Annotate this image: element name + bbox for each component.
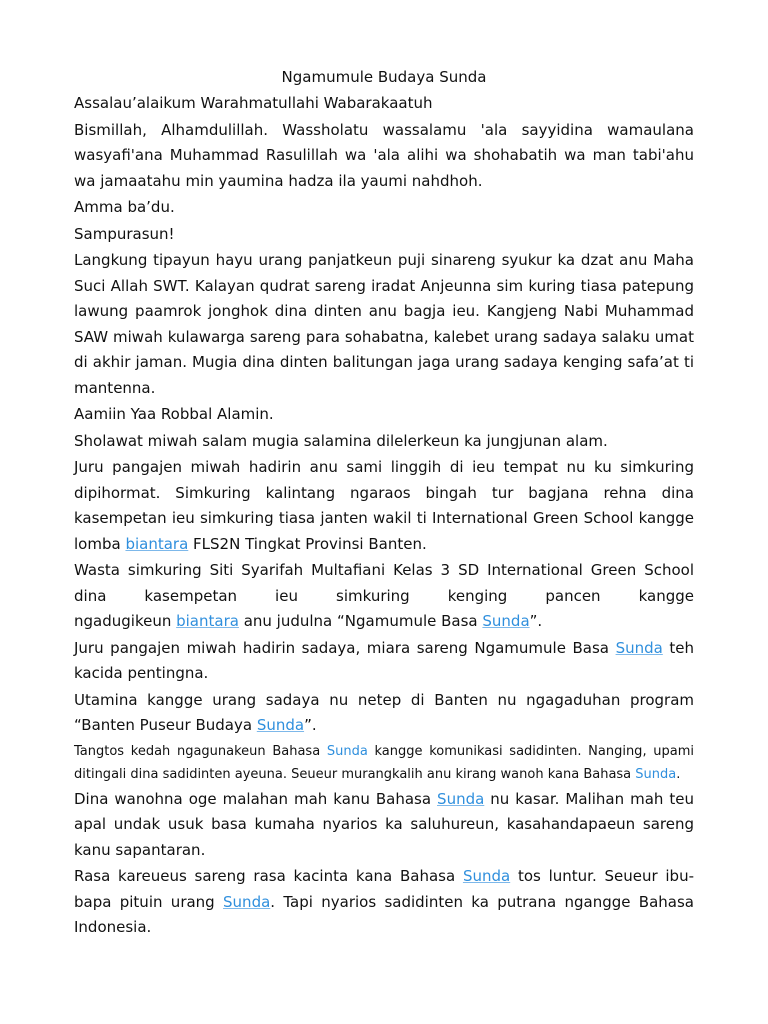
biantara-link[interactable]: biantara	[125, 534, 189, 553]
introduction-paragraph	[74, 455, 694, 557]
paragraph-text: .	[676, 766, 681, 782]
sunda-link[interactable]: Sunda	[326, 743, 368, 759]
sholawat-paragraph: Sholawat miwah salam mugia salamina dilelerkeun ka jungjunan alam.	[74, 431, 608, 450]
paragraph-text: Dina wanohna oge malahan mah kanu Bahasa	[74, 789, 438, 808]
paragraph-text: Juru pangajen miwah hadirin sadaya, miara sareng Ngamumule Basa	[74, 638, 616, 657]
paragraph-text: nu kasar. Malihan mah teu apal undak usuk basa kumaha nyarios ka saluhureun, kasahandapaeun sareng kanu sapantaran.	[74, 789, 694, 859]
gratitude-paragraph: Langkung tipayun hayu urang panjatkeun puji sinareng syukur ka dzat anu Maha Suci Allah SWT. Kalayan qudrat sareng iradat Anjeunna sim kuring tiasa patepung lawung paamrok jonghok dina dinten anu bagja ieu. Kangjeng Nabi Muhammad SAW miwah kulawarga sareng para sohabatna, kalebet urang sadaya salaku umat di akhir jaman. Mugia dina dinten balitungan jaga urang sadaya kenging safa’at ti mantenna.	[74, 251, 694, 397]
amma-badu-paragraph: Amma ba’du.	[74, 198, 175, 216]
paragraph-text: ”.	[529, 612, 543, 630]
paragraph-text: teh kacida pentingna.	[74, 638, 694, 682]
paragraph-text: anu judulna “Ngamumule Basa	[238, 612, 483, 630]
banten-program-paragraph	[74, 688, 694, 739]
paragraph-text: kangge komunikasi sadidinten. Nanging, upami ditingali dina sadidinten ayeuna. Seueur murangkalih anu kirang wanoh kana Bahasa	[74, 743, 694, 782]
paragraph-text: Juru pangajen miwah hadirin anu sami linggih di ieu tempat nu ku simkuring dipihormat. Simkuring kalintang ngaraos bingah tur bagjana rehna dina kasempetan ieu simkuring tiasa janten wakil ti International Green School kangge lomba	[74, 458, 694, 553]
aamiin-paragraph: Aamiin Yaa Robbal Alamin.	[74, 405, 274, 423]
coarse-language-paragraph	[74, 787, 694, 864]
daily-language-paragraph	[74, 740, 694, 786]
paragraph-text: Utamina kangge urang sadaya nu netep di Banten nu ngagaduhan program “Banten Puseur Budaya	[74, 690, 694, 734]
paragraph-text: Wasta simkuring Siti Syarifah Multafiani Kelas 3 SD International Green School dina kasempetan ieu simkuring kenging pancen kangge	[74, 561, 694, 605]
greeting-paragraph: Assalau’alaikum Warahmatullahi Wabarakaatuh	[74, 94, 433, 112]
biantara-link[interactable]: biantara	[176, 612, 239, 630]
paragraph-text: Tangtos kedah ngagunakeun Bahasa	[74, 743, 327, 759]
paragraph-text: ”.	[304, 716, 317, 734]
paragraph-text: tos luntur. Seueur ibu-bapa pituin urang	[74, 867, 694, 911]
pride-paragraph	[74, 864, 694, 941]
sunda-link[interactable]: Sunda	[635, 766, 677, 782]
opening-prayer-paragraph: Bismillah, Alhamdulillah. Wassholatu wassalamu 'ala sayyidina wamaulana wasyafi'ana Muhammad Rasulillah wa 'ala alihi wa shohabatih wa man tabi'ahu wa jamaatahu min yaumina hadza ila yaumi nahdhoh.	[74, 120, 694, 190]
sunda-link[interactable]: Sunda	[462, 867, 511, 885]
sunda-link[interactable]: Sunda	[482, 612, 530, 630]
sunda-link[interactable]: Sunda	[437, 789, 485, 808]
sampurasun-paragraph: Sampurasun!	[74, 224, 175, 243]
sunda-link[interactable]: Sunda	[256, 716, 305, 734]
paragraph-text: Rasa kareueus sareng rasa kacinta kana Bahasa	[74, 867, 463, 885]
self-introduction-paragraph	[74, 558, 694, 635]
sunda-link[interactable]: Sunda	[615, 638, 663, 657]
document-title: Ngamumule Budaya Sunda	[281, 68, 487, 86]
sunda-link[interactable]: Sunda	[223, 892, 271, 911]
paragraph-text: ngadugikeun	[74, 612, 177, 630]
paragraph-text: . Tapi nyarios sadidinten ka putrana ngangge Bahasa Indonesia.	[74, 892, 694, 936]
paragraph-text: FLS2N Tingkat Provinsi Banten.	[188, 534, 427, 553]
importance-paragraph	[74, 636, 694, 687]
